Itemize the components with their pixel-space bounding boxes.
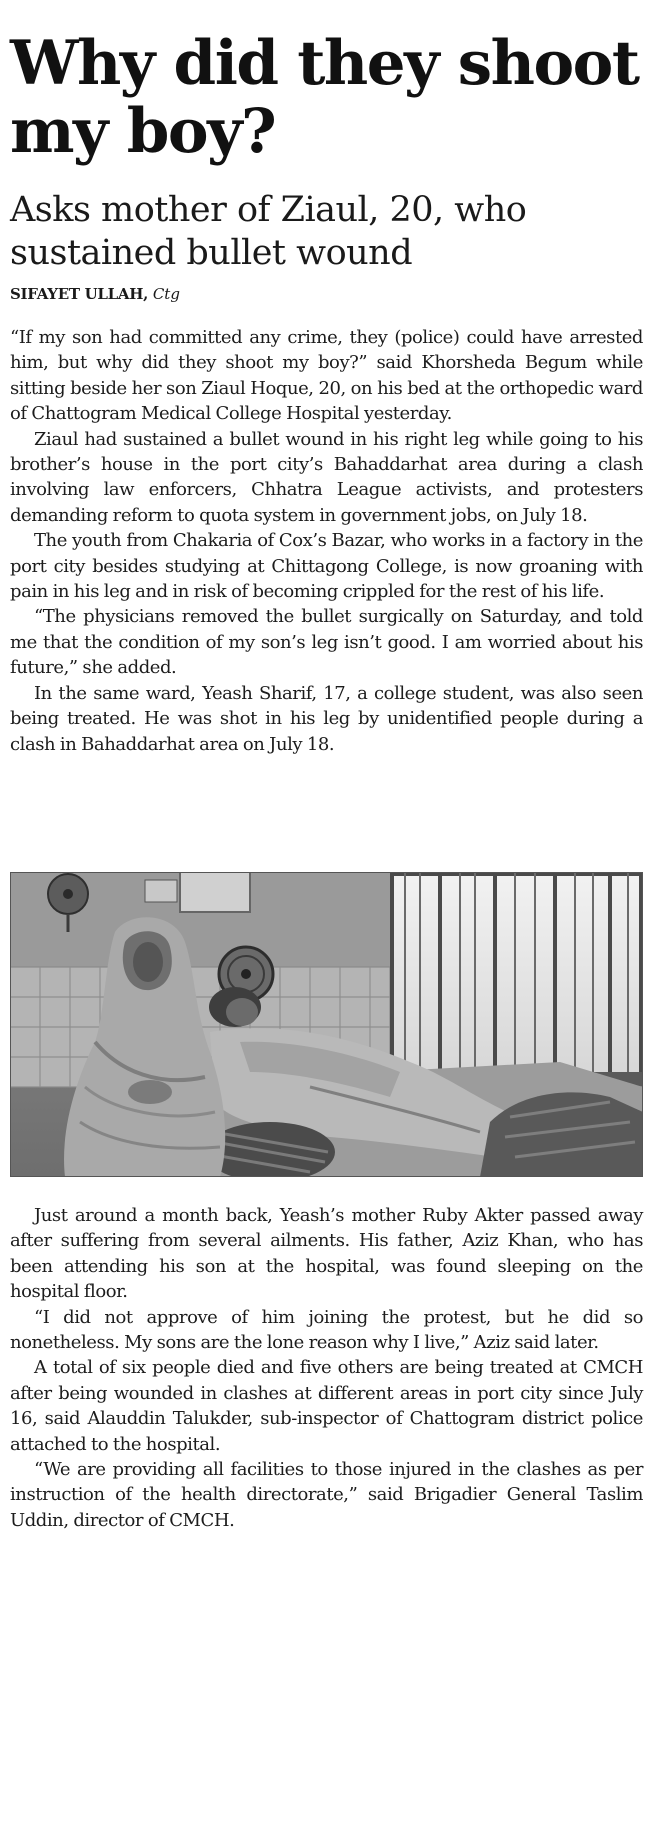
article-body-bottom [10,1203,643,1533]
photo-illustration [10,872,643,1177]
byline-location: Ctg [152,285,180,303]
paragraph: “The physicians removed the bullet surgically on Saturday, and told me that the condition of my son’s leg isn’t good. I am worried about his future,” she added. [10,606,643,679]
window [388,872,643,1086]
paragraph: Just around a month back, Yeash’s mother Ruby Akter passed away after suffering from several ailments. His father, Aziz Khan, who has been attending his son at the hospital, was found sleeping on the hospital floor. [10,1205,643,1303]
paragraph: “I did not approve of him joining the protest, but he did so nonetheless. My sons are the lone reason why I live,” Aziz said later. [10,1306,643,1354]
paragraph: “If my son had committed any crime, they (police) could have arrested him, but why did they shoot my boy?” said Khorsheda Begum while sitting beside her son Ziaul Hoque, 20, on his bed at the orthopedic ward of Chattogram Medical College Hospital yesterday. [10,327,643,425]
paragraph: Ziaul had sustained a bullet wound in his right leg while going to his brother’s house in the port city’s Bahaddarhat area during a clash involving law enforcers, Chhatra League activists, and protesters demanding reform to quota system in government jobs, on July 18. [10,428,643,526]
paragraph: The youth from Chakaria of Cox’s Bazar, who works in a factory in the port city besides studying at Chittagong College, is now groaning with pain in his leg and in risk of becoming crippled for the rest of his life. [10,530,643,603]
paragraph: In the same ward, Yeash Sharif, 17, a college student, was also seen being treated. He was shot in his leg by unidentified people during a clash in Bahaddarhat area on July 18. [10,682,643,755]
subheadline: Asks mother of Ziaul, 20, who sustained bullet wound [10,190,527,273]
byline [10,284,180,304]
hospital-ward-photo [10,872,643,1177]
article-body-top [10,325,643,757]
paragraph: A total of six people died and five others are being treated at CMCH after being wounded in clashes at different areas in port city since July 16, said Alauddin Talukder, sub-inspector of Chattogram district police attached to the hospital. [10,1357,643,1455]
byline-author: SIFAYET ULLAH, [10,285,149,303]
headline: Why did they shoot my boy? [10,28,639,167]
paragraph: “We are providing all facilities to those injured in the clashes as per instruction of the health directorate,” said Brigadier General Taslim Uddin, director of CMCH. [10,1459,643,1531]
